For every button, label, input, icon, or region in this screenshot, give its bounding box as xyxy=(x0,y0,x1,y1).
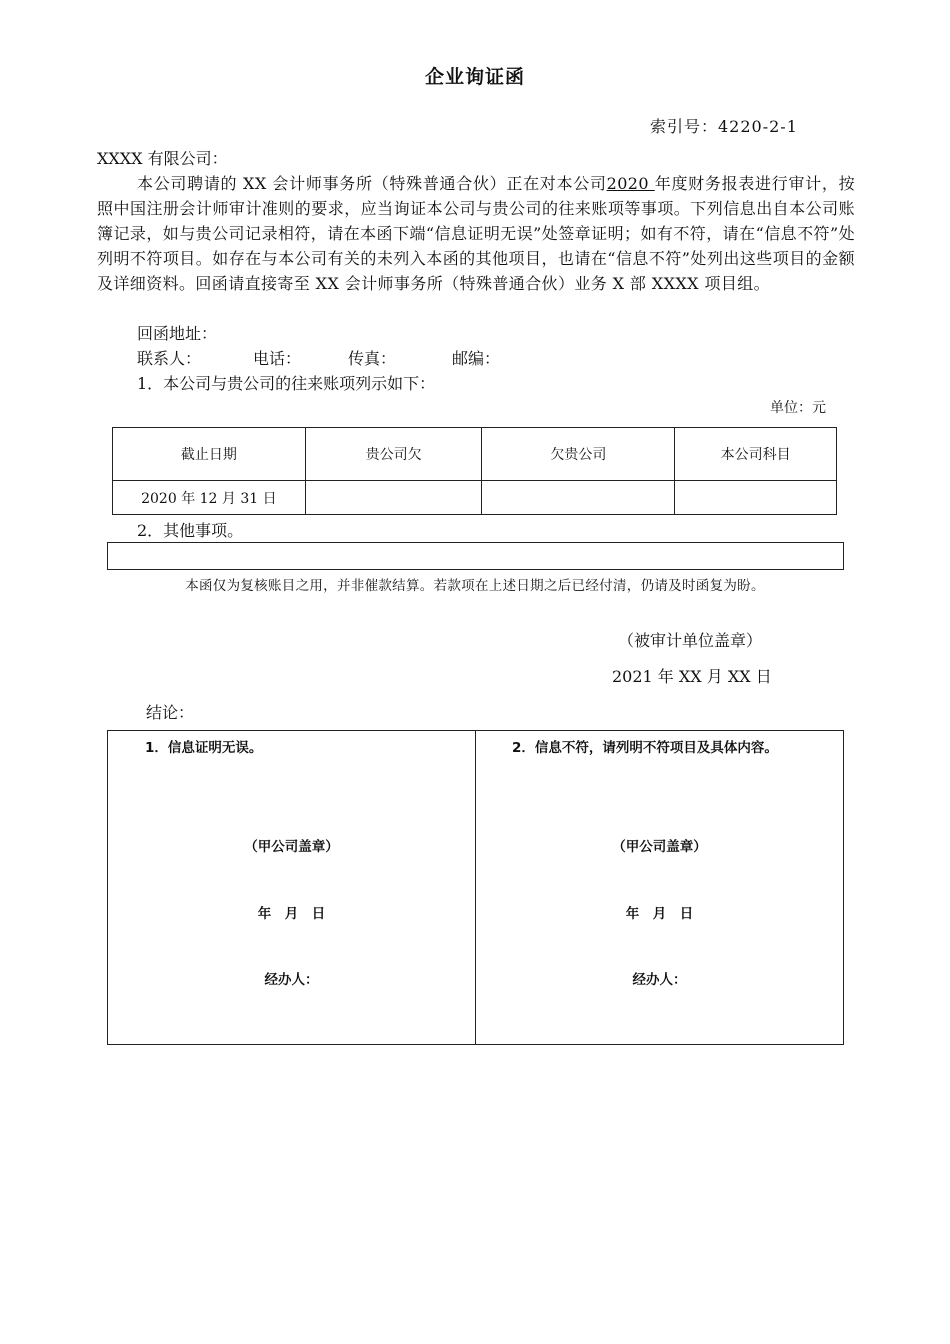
unit-label: 单位：元 xyxy=(770,400,826,416)
conclusion-table xyxy=(107,730,844,1045)
reply-address-label: 回函地址： xyxy=(137,324,218,343)
confirm-correct-column[interactable] xyxy=(108,731,476,1044)
phone-label: 电话： xyxy=(253,349,302,368)
confirm-correct-heading: 1．信息证明无误。 xyxy=(145,740,263,756)
info-mismatch-column[interactable] xyxy=(476,731,843,1044)
addressee: XXXX 有限公司： xyxy=(97,149,228,168)
table-header-row xyxy=(113,428,837,481)
body-paragraph xyxy=(97,171,855,296)
info-mismatch-heading: 2．信息不符，请列明不符项目及具体内容。 xyxy=(512,740,778,756)
contact-label: 联系人： xyxy=(137,349,202,368)
body-part2: 年度财务报表进行审计，按照中国注册会计师审计准则的要求，应当询证本公司与贵公司的往来账项等事项。下列信息出自本公司账簿记录，如与贵公司记录相符，请在本函下端“信息证明无误”处签章证明；如有不符，请在“信息不符”处列明不符项目。如存在与本公司有关的未列入本函的其他项目，也请在“信息不符”处列出这些项目的金额及详细资料。回函请直接寄至 XX 会计师事务所（特殊普通合伙）业务 X 部 XXXX 项目组。 xyxy=(97,174,855,293)
header-owed-to-you: 欠贵公司 xyxy=(482,428,675,481)
audit-year: 2020 xyxy=(606,174,655,193)
info-mismatch-handler: 经办人： xyxy=(632,972,687,988)
disclaimer-note: 本函仅为复核账目之用，并非催款结算。若款项在上述日期之后已经付清，仍请及时函复为盼。 xyxy=(185,578,765,594)
document-title: 企业询证函 xyxy=(424,66,525,88)
section-2-heading: 2．其他事项。 xyxy=(137,521,244,540)
section-1-heading: 1．本公司与贵公司的往来账项列示如下： xyxy=(137,374,436,393)
table-row xyxy=(113,481,837,515)
index-number: 索引号：4220-2-1 xyxy=(650,117,798,136)
confirm-correct-date: 年 月 日 xyxy=(257,906,326,922)
audited-unit-seal: （被审计单位盖章） xyxy=(618,631,763,650)
cell-account[interactable] xyxy=(675,481,837,515)
postcode-label: 邮编： xyxy=(452,349,501,368)
issue-date: 2021 年 XX 月 XX 日 xyxy=(612,667,772,686)
balance-table xyxy=(112,427,837,515)
cell-owed-to-you[interactable] xyxy=(482,481,675,515)
cell-cutoff-date: 2020 年 12 月 31 日 xyxy=(113,481,306,515)
header-owed-by-you: 贵公司欠 xyxy=(305,428,482,481)
info-mismatch-seal: （甲公司盖章） xyxy=(612,839,707,855)
body-part1: 本公司聘请的 XX 会计师事务所（特殊普通合伙）正在对本公司 xyxy=(137,174,607,193)
info-mismatch-date: 年 月 日 xyxy=(625,906,694,922)
header-cutoff-date: 截止日期 xyxy=(113,428,306,481)
other-matters-box[interactable] xyxy=(107,542,844,570)
confirm-correct-handler: 经办人： xyxy=(264,972,319,988)
fax-label: 传真： xyxy=(348,349,397,368)
confirm-correct-seal: （甲公司盖章） xyxy=(244,839,339,855)
cell-owed-by-you[interactable] xyxy=(305,481,482,515)
conclusion-label: 结论： xyxy=(146,703,195,722)
header-account: 本公司科目 xyxy=(675,428,837,481)
